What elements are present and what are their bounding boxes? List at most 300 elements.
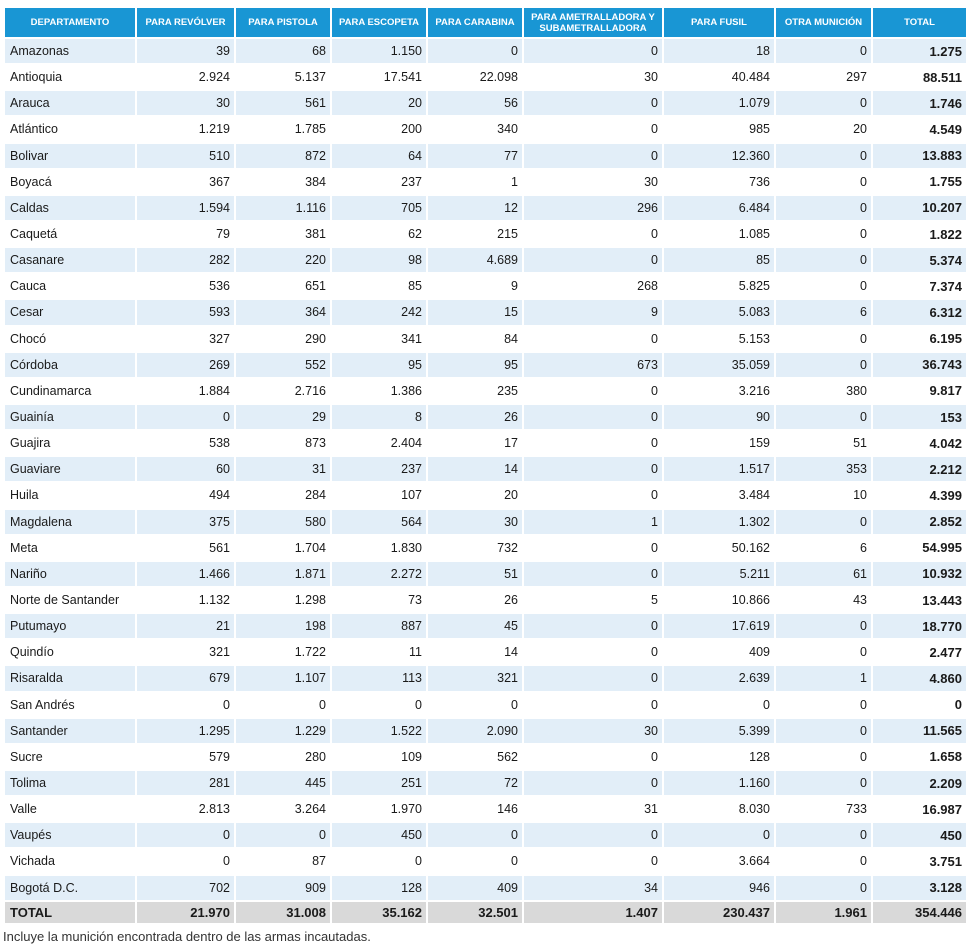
value-cell: 10.866 [664,588,774,612]
value-cell: 564 [332,510,426,534]
value-cell: 0 [776,196,871,220]
row-total-cell: 16.987 [873,797,966,821]
value-cell: 1.884 [137,379,234,403]
value-cell: 1.970 [332,797,426,821]
table-row [5,248,966,272]
value-cell: 280 [236,745,330,769]
value-cell: 679 [137,666,234,690]
value-cell: 85 [332,274,426,298]
value-cell: 0 [524,117,662,141]
value-cell: 30 [428,510,522,534]
department-cell: Santander [5,719,135,743]
department-cell: Sucre [5,745,135,769]
value-cell: 1.522 [332,719,426,743]
value-cell: 21 [137,614,234,638]
table-row [5,876,966,900]
table-row [5,353,966,377]
value-cell: 0 [524,536,662,560]
department-cell: Bolivar [5,144,135,168]
value-cell: 562 [428,745,522,769]
value-cell: 593 [137,300,234,324]
value-cell: 0 [776,170,871,194]
row-total-cell: 13.443 [873,588,966,612]
value-cell: 0 [664,693,774,717]
value-cell: 0 [524,666,662,690]
department-cell: Bogotá D.C. [5,876,135,900]
table-body [5,39,966,900]
value-cell: 14 [428,640,522,664]
table-row [5,483,966,507]
value-cell: 79 [137,222,234,246]
value-cell: 736 [664,170,774,194]
value-cell: 251 [332,771,426,795]
value-cell: 1.302 [664,510,774,534]
value-cell: 26 [428,405,522,429]
value-cell: 0 [776,274,871,298]
value-cell: 5.153 [664,327,774,351]
value-cell: 3.264 [236,797,330,821]
total-cell: 230.437 [664,902,774,923]
value-cell: 1.722 [236,640,330,664]
value-cell: 0 [524,823,662,847]
table-row [5,640,966,664]
header-carabina: PARA CARABINA [428,8,522,37]
value-cell: 1.517 [664,457,774,481]
value-cell: 17.619 [664,614,774,638]
header-pistola: PARA PISTOLA [236,8,330,37]
value-cell: 8 [332,405,426,429]
value-cell: 450 [332,823,426,847]
value-cell: 45 [428,614,522,638]
value-cell: 0 [664,823,774,847]
department-cell: Tolima [5,771,135,795]
table-row [5,614,966,638]
value-cell: 0 [332,693,426,717]
value-cell: 20 [332,91,426,115]
department-cell: Córdoba [5,353,135,377]
department-cell: Amazonas [5,39,135,63]
value-cell: 1.150 [332,39,426,63]
value-cell: 985 [664,117,774,141]
table-row [5,65,966,89]
value-cell: 1 [428,170,522,194]
table-row [5,91,966,115]
value-cell: 2.090 [428,719,522,743]
value-cell: 269 [137,353,234,377]
value-cell: 0 [776,353,871,377]
department-cell: Huila [5,483,135,507]
value-cell: 159 [664,431,774,455]
row-total-cell: 0 [873,693,966,717]
value-cell: 0 [524,405,662,429]
table-row [5,117,966,141]
value-cell: 284 [236,483,330,507]
department-cell: Risaralda [5,666,135,690]
header-total: TOTAL [873,8,966,37]
value-cell: 327 [137,327,234,351]
value-cell: 39 [137,39,234,63]
value-cell: 0 [524,562,662,586]
value-cell: 9 [428,274,522,298]
value-cell: 579 [137,745,234,769]
row-total-cell: 88.511 [873,65,966,89]
value-cell: 0 [524,771,662,795]
value-cell: 8.030 [664,797,774,821]
department-cell: Cauca [5,274,135,298]
value-cell: 0 [776,248,871,272]
value-cell: 12 [428,196,522,220]
value-cell: 0 [524,745,662,769]
value-cell: 3.664 [664,849,774,873]
department-cell: Valle [5,797,135,821]
value-cell: 552 [236,353,330,377]
value-cell: 0 [776,693,871,717]
value-cell: 5.825 [664,274,774,298]
value-cell: 290 [236,327,330,351]
value-cell: 12.360 [664,144,774,168]
value-cell: 5.211 [664,562,774,586]
value-cell: 873 [236,431,330,455]
value-cell: 1.386 [332,379,426,403]
value-cell: 296 [524,196,662,220]
department-cell: Meta [5,536,135,560]
value-cell: 6 [776,300,871,324]
value-cell: 0 [428,39,522,63]
value-cell: 60 [137,457,234,481]
value-cell: 30 [524,65,662,89]
value-cell: 0 [236,693,330,717]
value-cell: 14 [428,457,522,481]
row-total-cell: 6.195 [873,327,966,351]
value-cell: 1.871 [236,562,330,586]
value-cell: 237 [332,170,426,194]
table-row [5,405,966,429]
value-cell: 128 [664,745,774,769]
value-cell: 18 [664,39,774,63]
table-row [5,849,966,873]
value-cell: 2.404 [332,431,426,455]
value-cell: 384 [236,170,330,194]
value-cell: 0 [524,248,662,272]
row-total-cell: 1.746 [873,91,966,115]
value-cell: 0 [428,693,522,717]
value-cell: 98 [332,248,426,272]
table-row [5,719,966,743]
value-cell: 341 [332,327,426,351]
value-cell: 0 [776,510,871,534]
value-cell: 5 [524,588,662,612]
table-row [5,588,966,612]
value-cell: 0 [776,771,871,795]
table-row [5,144,966,168]
department-cell: Guainía [5,405,135,429]
value-cell: 6 [776,536,871,560]
department-cell: Atlántico [5,117,135,141]
value-cell: 0 [524,849,662,873]
row-total-cell: 1.275 [873,39,966,63]
row-total-cell: 2.209 [873,771,966,795]
total-cell: 1.961 [776,902,871,923]
department-cell: San Andrés [5,693,135,717]
header-row [5,8,966,37]
department-cell: Norte de Santander [5,588,135,612]
total-cell: 32.501 [428,902,522,923]
value-cell: 34 [524,876,662,900]
value-cell: 5.137 [236,65,330,89]
value-cell: 0 [524,457,662,481]
total-row [5,902,966,923]
value-cell: 56 [428,91,522,115]
value-cell: 17.541 [332,65,426,89]
value-cell: 237 [332,457,426,481]
table-row [5,510,966,534]
value-cell: 0 [524,431,662,455]
value-cell: 5.083 [664,300,774,324]
value-cell: 64 [332,144,426,168]
table-row [5,457,966,481]
value-cell: 445 [236,771,330,795]
value-cell: 380 [776,379,871,403]
department-cell: Cundinamarca [5,379,135,403]
value-cell: 220 [236,248,330,272]
value-cell: 0 [776,719,871,743]
row-total-cell: 3.128 [873,876,966,900]
department-cell: Caquetá [5,222,135,246]
table-row [5,196,966,220]
value-cell: 107 [332,483,426,507]
value-cell: 68 [236,39,330,63]
department-cell: Boyacá [5,170,135,194]
table-row [5,745,966,769]
value-cell: 73 [332,588,426,612]
value-cell: 381 [236,222,330,246]
value-cell: 30 [524,170,662,194]
value-cell: 580 [236,510,330,534]
value-cell: 2.716 [236,379,330,403]
value-cell: 30 [524,719,662,743]
value-cell: 0 [776,640,871,664]
value-cell: 20 [776,117,871,141]
value-cell: 0 [428,849,522,873]
value-cell: 1.785 [236,117,330,141]
value-cell: 35.059 [664,353,774,377]
table-row [5,327,966,351]
value-cell: 0 [776,823,871,847]
footnote: Incluye la munición encontrada dentro de las armas incautadas. [3,929,371,944]
value-cell: 15 [428,300,522,324]
value-cell: 17 [428,431,522,455]
value-cell: 0 [776,39,871,63]
value-cell: 0 [776,144,871,168]
value-cell: 109 [332,745,426,769]
table-row [5,431,966,455]
table-row [5,300,966,324]
table-row [5,823,966,847]
value-cell: 282 [137,248,234,272]
value-cell: 0 [524,39,662,63]
department-cell: Guajira [5,431,135,455]
value-cell: 1.116 [236,196,330,220]
value-cell: 9 [524,300,662,324]
value-cell: 297 [776,65,871,89]
value-cell: 30 [137,91,234,115]
value-cell: 77 [428,144,522,168]
department-cell: Guaviare [5,457,135,481]
value-cell: 84 [428,327,522,351]
row-total-cell: 1.658 [873,745,966,769]
value-cell: 538 [137,431,234,455]
value-cell: 1 [776,666,871,690]
value-cell: 0 [776,745,871,769]
value-cell: 494 [137,483,234,507]
row-total-cell: 10.207 [873,196,966,220]
value-cell: 0 [332,849,426,873]
header-escopeta: PARA ESCOPETA [332,8,426,37]
value-cell: 113 [332,666,426,690]
value-cell: 72 [428,771,522,795]
row-total-cell: 36.743 [873,353,966,377]
value-cell: 95 [428,353,522,377]
value-cell: 1.830 [332,536,426,560]
table-row [5,771,966,795]
department-cell: Casanare [5,248,135,272]
value-cell: 1.466 [137,562,234,586]
value-cell: 90 [664,405,774,429]
row-total-cell: 4.042 [873,431,966,455]
value-cell: 87 [236,849,330,873]
department-cell: Caldas [5,196,135,220]
department-cell: Nariño [5,562,135,586]
header-otra-municion: OTRA MUNICIÓN [776,8,871,37]
row-total-cell: 4.399 [873,483,966,507]
value-cell: 0 [137,693,234,717]
department-cell: Putumayo [5,614,135,638]
value-cell: 3.216 [664,379,774,403]
value-cell: 0 [428,823,522,847]
value-cell: 1.298 [236,588,330,612]
value-cell: 1.079 [664,91,774,115]
value-cell: 561 [236,91,330,115]
total-cell: 21.970 [137,902,234,923]
row-total-cell: 450 [873,823,966,847]
value-cell: 31 [524,797,662,821]
value-cell: 1 [524,510,662,534]
row-total-cell: 54.995 [873,536,966,560]
row-total-cell: 1.822 [873,222,966,246]
value-cell: 0 [776,91,871,115]
value-cell: 29 [236,405,330,429]
row-total-cell: 5.374 [873,248,966,272]
value-cell: 651 [236,274,330,298]
row-total-cell: 7.374 [873,274,966,298]
department-cell: Arauca [5,91,135,115]
value-cell: 409 [428,876,522,900]
value-cell: 146 [428,797,522,821]
value-cell: 11 [332,640,426,664]
value-cell: 51 [428,562,522,586]
value-cell: 353 [776,457,871,481]
row-total-cell: 1.755 [873,170,966,194]
value-cell: 31 [236,457,330,481]
value-cell: 281 [137,771,234,795]
row-total-cell: 4.549 [873,117,966,141]
header-fusil: PARA FUSIL [664,8,774,37]
value-cell: 1.160 [664,771,774,795]
ammunition-table [3,6,968,925]
table-row [5,379,966,403]
value-cell: 0 [524,144,662,168]
value-cell: 4.689 [428,248,522,272]
table-row [5,274,966,298]
value-cell: 909 [236,876,330,900]
table-row [5,222,966,246]
value-cell: 0 [524,222,662,246]
table-row [5,693,966,717]
value-cell: 0 [776,327,871,351]
value-cell: 85 [664,248,774,272]
value-cell: 1.107 [236,666,330,690]
row-total-cell: 13.883 [873,144,966,168]
value-cell: 946 [664,876,774,900]
value-cell: 1.219 [137,117,234,141]
value-cell: 235 [428,379,522,403]
value-cell: 1.085 [664,222,774,246]
value-cell: 887 [332,614,426,638]
value-cell: 732 [428,536,522,560]
total-row-label: TOTAL [5,902,135,923]
value-cell: 0 [776,222,871,246]
department-cell: Vichada [5,849,135,873]
value-cell: 364 [236,300,330,324]
value-cell: 0 [524,483,662,507]
total-cell: 1.407 [524,902,662,923]
value-cell: 367 [137,170,234,194]
value-cell: 0 [776,849,871,873]
row-total-cell: 2.852 [873,510,966,534]
value-cell: 62 [332,222,426,246]
row-total-cell: 6.312 [873,300,966,324]
department-cell: Quindío [5,640,135,664]
value-cell: 20 [428,483,522,507]
value-cell: 0 [137,849,234,873]
value-cell: 6.484 [664,196,774,220]
value-cell: 673 [524,353,662,377]
value-cell: 200 [332,117,426,141]
value-cell: 43 [776,588,871,612]
row-total-cell: 153 [873,405,966,429]
value-cell: 2.924 [137,65,234,89]
department-cell: Antioquia [5,65,135,89]
value-cell: 2.813 [137,797,234,821]
value-cell: 242 [332,300,426,324]
value-cell: 22.098 [428,65,522,89]
table-row [5,170,966,194]
value-cell: 321 [137,640,234,664]
value-cell: 40.484 [664,65,774,89]
value-cell: 1.704 [236,536,330,560]
value-cell: 0 [524,640,662,664]
row-total-cell: 10.932 [873,562,966,586]
value-cell: 268 [524,274,662,298]
value-cell: 2.272 [332,562,426,586]
value-cell: 0 [776,876,871,900]
department-cell: Vaupés [5,823,135,847]
table-row [5,39,966,63]
department-cell: Magdalena [5,510,135,534]
value-cell: 375 [137,510,234,534]
value-cell: 0 [776,405,871,429]
header-revolver: PARA REVÓLVER [137,8,234,37]
